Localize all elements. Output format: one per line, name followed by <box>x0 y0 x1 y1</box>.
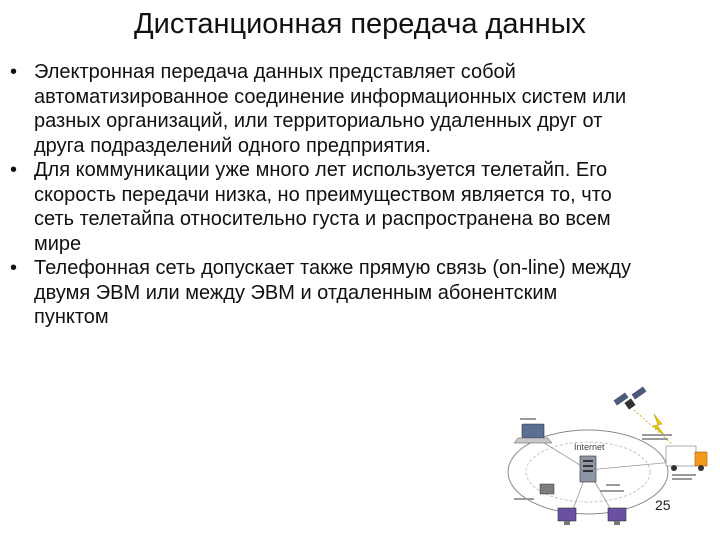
truck-icon <box>666 446 707 471</box>
laptop-icon <box>514 424 552 443</box>
bullet-text: Для коммуникации уже много лет используется телетайп. Его скорость передачи низка, но преимуществом является то, что сеть телетайпа относительно густа и распространена во всем мире <box>34 159 612 255</box>
bullet-text: Электронная передача данных представляет собой автоматизированное соединение информационных систем или разных организаций, или территориально удаленных друг от друга подразделений одного предприятия. <box>34 61 627 157</box>
bullet-marker: • <box>10 159 18 181</box>
server-icon <box>580 456 596 482</box>
bullet-marker: • <box>10 257 18 279</box>
workstation-icon <box>558 508 576 525</box>
workstation-icon <box>540 484 554 494</box>
page-number: 25 <box>655 497 671 513</box>
slide-title: Дистанционная передача данных <box>134 8 586 40</box>
bullet-list <box>10 60 650 330</box>
network-link <box>588 462 674 470</box>
network-diagram <box>496 380 720 540</box>
bullet-marker: • <box>10 61 18 83</box>
bullet-item <box>10 60 650 158</box>
bullet-text: Телефонная сеть допускает также прямую связь (on-line) между двумя ЭВМ или между ЭВМ и отдаленным абонентским пунктом <box>34 257 631 328</box>
satellite-icon <box>614 387 647 410</box>
bullet-item <box>10 256 634 330</box>
workstation-icon <box>608 508 626 525</box>
bullet-item <box>10 158 650 256</box>
internet-label: Internet <box>574 442 605 452</box>
